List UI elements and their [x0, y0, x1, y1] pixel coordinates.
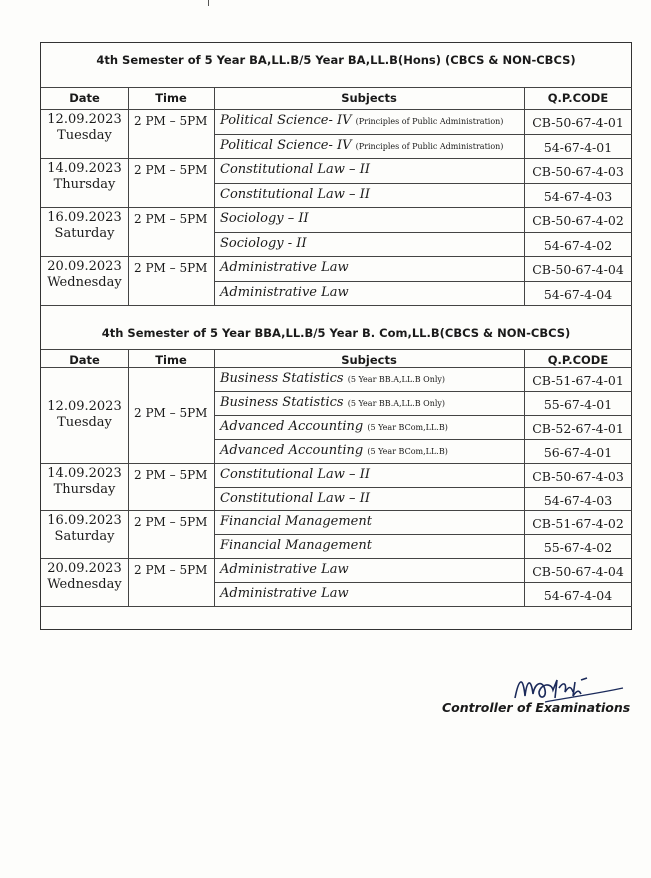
- subject-name: Constitutional Law – II: [220, 186, 370, 202]
- subject-name: Advanced Accounting: [220, 418, 364, 434]
- subject: [220, 586, 349, 601]
- subject-note: (Principles of Public Administration): [355, 117, 504, 126]
- qp-code: CB-50-67-4-03: [532, 468, 624, 484]
- exam-date: [41, 399, 128, 431]
- rule: [214, 391, 632, 392]
- header-qp: Q.P.CODE: [547, 91, 609, 105]
- header-subjects: Subjects: [341, 353, 397, 367]
- day-value: Tuesday: [57, 414, 112, 430]
- qp-code: 54-67-4-02: [543, 237, 613, 253]
- rule: [41, 510, 632, 511]
- exam-date: [41, 210, 128, 242]
- subject-name: Sociology – II: [220, 211, 309, 226]
- section-title: 4th Semester of 5 Year BA,LL.B/5 Year BA,LL.B(Hons) (CBCS & NON-CBCS): [96, 53, 576, 67]
- rule: [41, 558, 632, 559]
- header-date: Date: [69, 91, 100, 105]
- qp-code: CB-51-67-4-01: [532, 373, 624, 388]
- exam-time: 2 PM – 5PM: [134, 563, 208, 578]
- subject-name: Constitutional Law – II: [220, 466, 370, 482]
- header-date: Date: [69, 353, 100, 367]
- subject-name: Advanced Accounting: [220, 442, 364, 458]
- rule: [214, 87, 215, 305]
- day-value: Saturday: [54, 529, 115, 545]
- rule: [41, 256, 632, 257]
- qp-code: 54-67-4-01: [543, 139, 613, 155]
- qp-code: 55-67-4-02: [543, 540, 613, 556]
- rule: [214, 281, 632, 282]
- subject: [220, 236, 307, 251]
- rule: [214, 183, 632, 184]
- rule: [41, 207, 632, 208]
- qp-code: 54-67-4-04: [543, 286, 613, 302]
- rule: [41, 367, 632, 368]
- qp-code: CB-51-67-4-02: [532, 516, 624, 532]
- exam-timetable: [40, 42, 632, 630]
- rule: [214, 232, 632, 233]
- rule: [128, 349, 129, 606]
- rule: [214, 415, 632, 416]
- rule: [214, 582, 632, 583]
- date-value: 14.09.2023: [47, 465, 122, 481]
- rule: [214, 439, 632, 440]
- subject: [220, 538, 372, 553]
- exam-date: [41, 161, 128, 193]
- qp-code: 56-67-4-01: [543, 444, 613, 460]
- exam-time: 2 PM – 5PM: [134, 515, 208, 530]
- qp-code: CB-50-67-4-04: [532, 564, 624, 580]
- date-value: 16.09.2023: [47, 513, 122, 529]
- subject: [220, 467, 370, 482]
- exam-date: [41, 466, 128, 498]
- subject-note: (5 Year BB.A,LL.B Only): [347, 398, 446, 408]
- qp-code: CB-50-67-4-03: [532, 164, 624, 179]
- header-time: Time: [155, 91, 187, 105]
- subject-name: Administrative Law: [220, 284, 349, 300]
- exam-time: 2 PM – 5PM: [134, 405, 208, 420]
- qp-code: 54-67-4-03: [543, 492, 613, 508]
- exam-date: [41, 259, 128, 291]
- exam-date: [41, 561, 128, 593]
- header-time: Time: [155, 353, 187, 367]
- subject-name: Administrative Law: [220, 586, 349, 602]
- exam-time: 2 PM – 5PM: [134, 163, 208, 177]
- subject: [220, 371, 445, 386]
- exam-time: 2 PM – 5PM: [134, 114, 208, 128]
- exam-time: 2 PM – 5PM: [134, 261, 208, 275]
- rule: [214, 134, 632, 135]
- date-value: 12.09.2023: [47, 112, 122, 127]
- qp-code: CB-50-67-4-04: [532, 262, 624, 277]
- subject: [220, 419, 448, 434]
- day-value: Thursday: [53, 177, 116, 192]
- subject-name: Sociology - II: [220, 235, 307, 251]
- subject: [220, 260, 349, 275]
- header-subjects: Subjects: [341, 91, 397, 105]
- controller-of-examinations: Controller of Examinations: [442, 700, 631, 715]
- subject-note: (5 Year BCom,LL.B): [367, 422, 448, 432]
- date-value: 12.09.2023: [47, 398, 122, 414]
- rule: [41, 158, 632, 159]
- qp-code: CB-50-67-4-01: [532, 115, 624, 130]
- day-value: Wednesday: [47, 577, 122, 593]
- qp-code: 55-67-4-01: [543, 396, 613, 412]
- rule: [524, 87, 525, 305]
- exam-time: 2 PM – 5PM: [134, 212, 208, 226]
- subject: [220, 491, 370, 506]
- rule: [214, 487, 632, 488]
- day-value: Thursday: [53, 481, 116, 497]
- subject: [220, 162, 370, 177]
- subject: [220, 285, 349, 300]
- day-value: Tuesday: [57, 128, 112, 143]
- subject-name: Political Science- IV: [220, 137, 352, 153]
- subject-name: Financial Management: [220, 514, 372, 530]
- rule: [214, 534, 632, 535]
- exam-date: [41, 112, 128, 144]
- subject: [220, 514, 372, 529]
- subject-name: Constitutional Law – II: [220, 162, 370, 177]
- day-value: Saturday: [54, 226, 115, 241]
- qp-code: CB-52-67-4-01: [532, 420, 624, 436]
- rule: [41, 109, 632, 110]
- subject: [220, 443, 448, 458]
- rule: [214, 349, 215, 606]
- subject-name: Political Science- IV: [220, 113, 352, 128]
- subject: [220, 211, 309, 226]
- scan-mark: [208, 0, 209, 6]
- date-value: 20.09.2023: [47, 259, 122, 274]
- exam-time: 2 PM – 5PM: [134, 467, 208, 482]
- subject-name: Business Statistics: [220, 394, 344, 410]
- rule: [41, 305, 632, 306]
- exam-date: [41, 513, 128, 545]
- subject-name: Constitutional Law – II: [220, 490, 370, 506]
- section-title: 4th Semester of 5 Year BBA,LL.B/5 Year B. Com,LL.B(CBCS & NON-CBCS): [101, 326, 571, 340]
- subject-name: Administrative Law: [220, 562, 349, 578]
- day-value: Wednesday: [47, 275, 122, 290]
- subject-name: Administrative Law: [220, 260, 349, 275]
- qp-code: 54-67-4-03: [543, 188, 613, 204]
- rule: [41, 349, 632, 350]
- subject-note: (5 Year BB.A,LL.B Only): [347, 375, 446, 384]
- subject-name: Business Statistics: [220, 371, 344, 386]
- date-value: 16.09.2023: [47, 210, 122, 225]
- rule: [41, 87, 632, 88]
- header-qp: Q.P.CODE: [547, 353, 609, 367]
- rule: [41, 606, 632, 607]
- date-value: 20.09.2023: [47, 561, 122, 577]
- subject-note: (5 Year BCom,LL.B): [367, 446, 448, 456]
- subject-name: Financial Management: [220, 538, 372, 554]
- qp-code: 54-67-4-04: [543, 588, 613, 604]
- qp-code: CB-50-67-4-02: [532, 213, 624, 228]
- rule: [128, 87, 129, 305]
- rule: [41, 463, 632, 464]
- rule: [524, 349, 525, 606]
- subject: [220, 562, 349, 577]
- subject: [220, 113, 503, 128]
- date-value: 14.09.2023: [47, 161, 122, 176]
- subject: [220, 395, 445, 410]
- subject: [220, 138, 503, 153]
- subject-note: (Principles of Public Administration): [355, 141, 504, 151]
- subject: [220, 187, 370, 202]
